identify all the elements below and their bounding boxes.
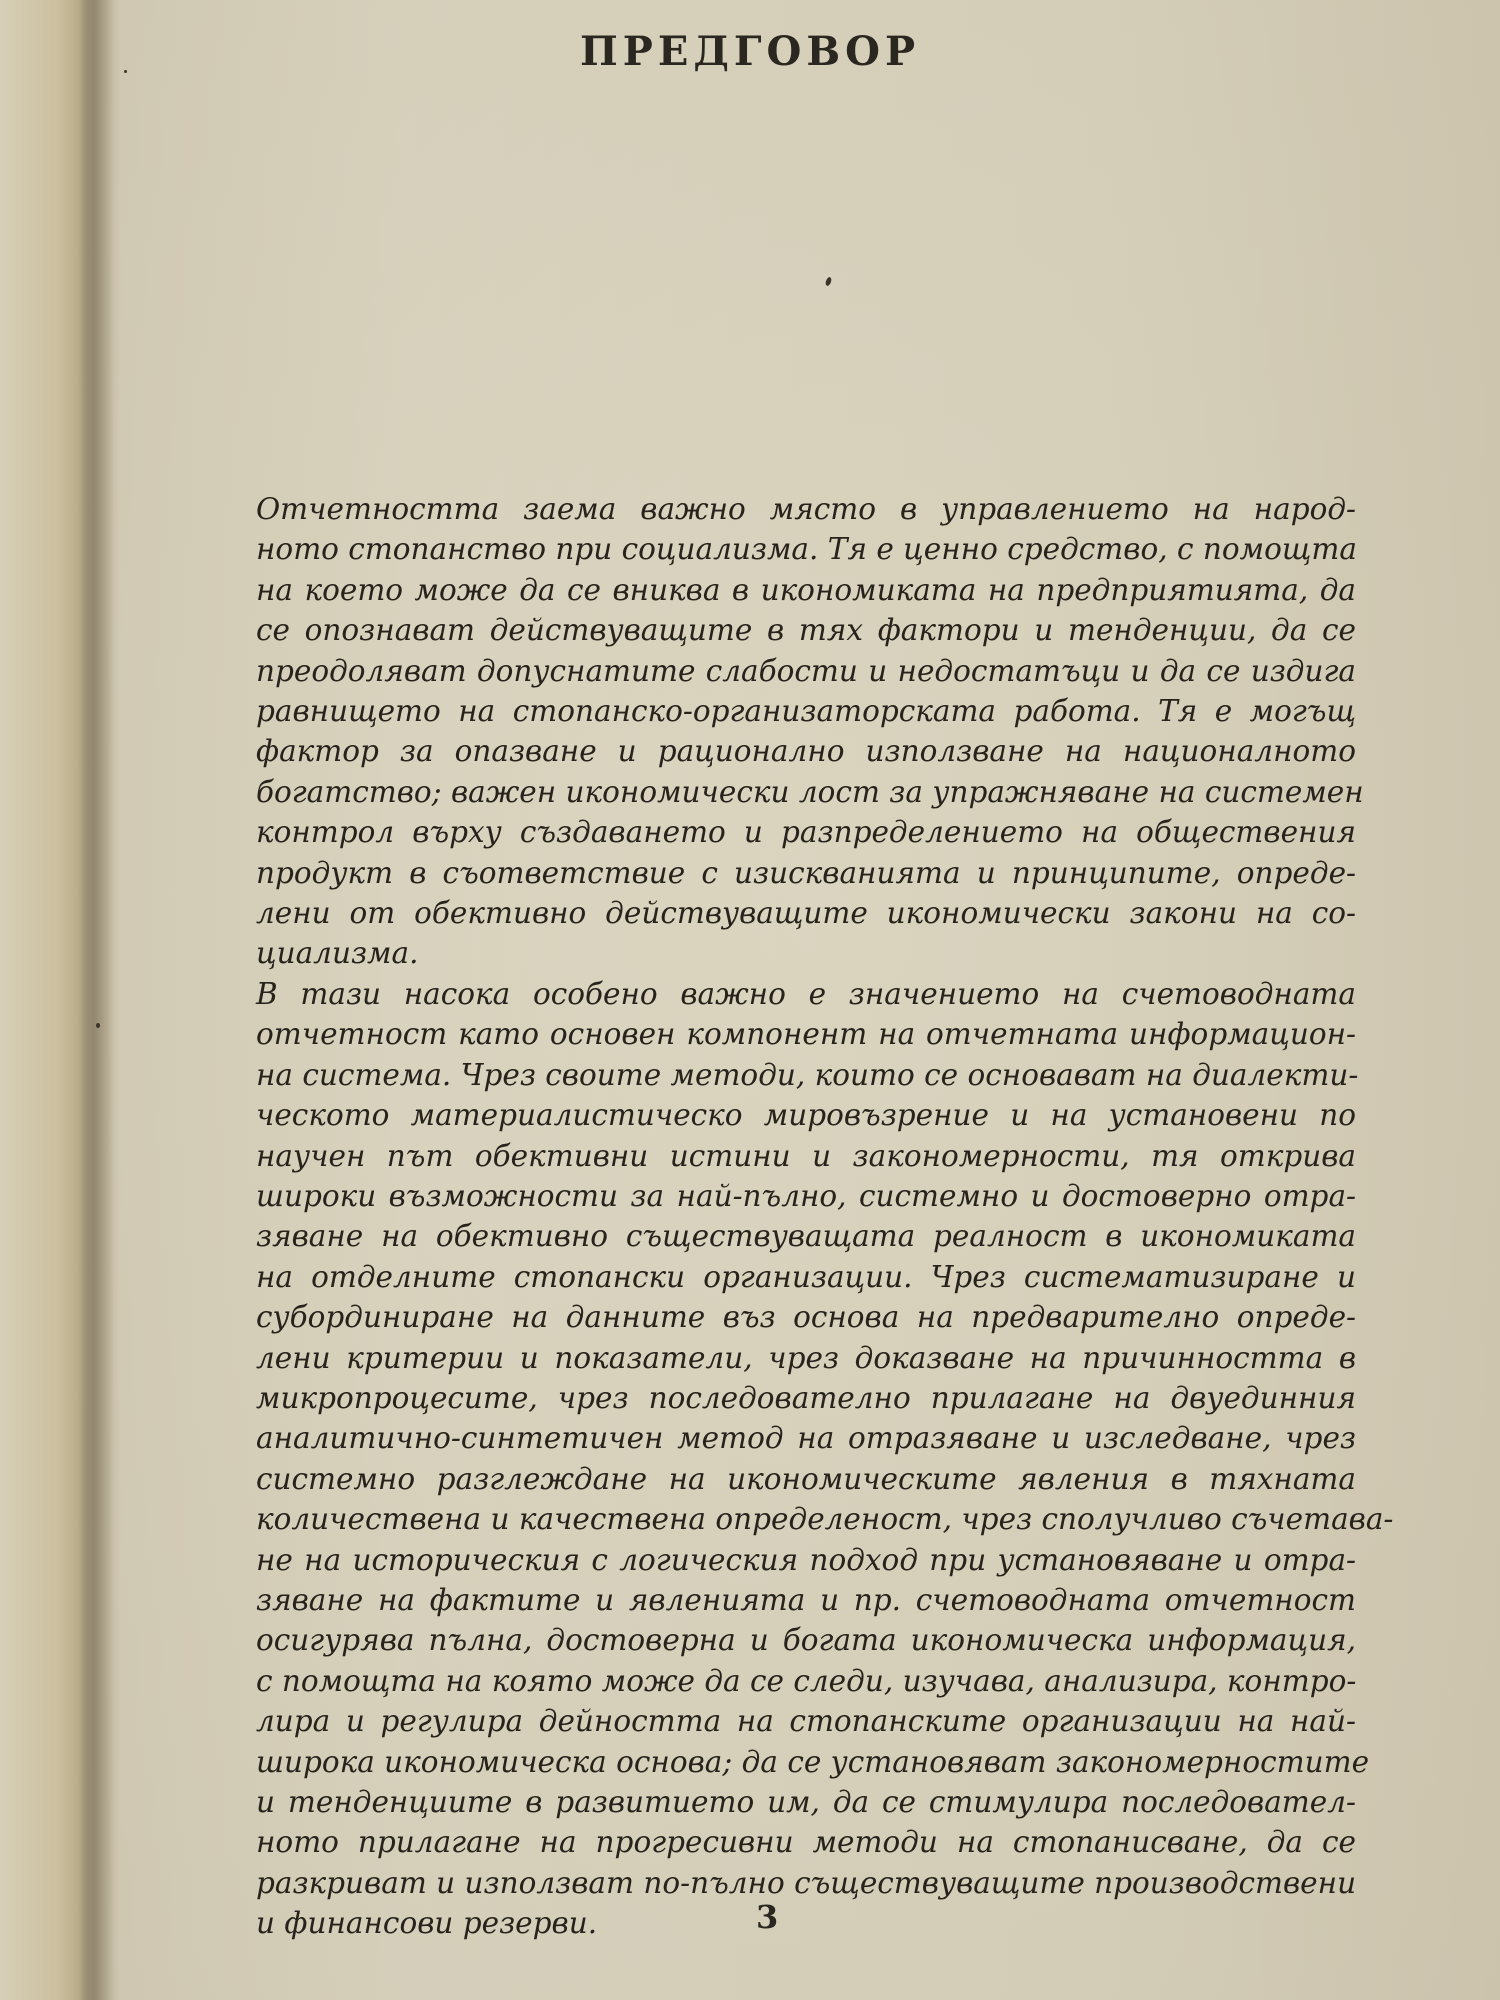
text-line: микропроцесите, чрез последователно прилагане на двуединния — [256, 1380, 1356, 1415]
text-line: зяване на фактите и явленията и пр. счетоводната отчетност — [256, 1582, 1356, 1617]
text-line: фактор за опазване и рационално използване на националното — [256, 734, 1356, 769]
text-line: научен път обективни истини и закономерности, тя открива — [256, 1138, 1356, 1173]
text-line: количествена и качествена определеност, чрез сполучливо съчетава- — [256, 1502, 1394, 1537]
text-line: не на историческия с логическия подход при установяване и отра- — [256, 1542, 1356, 1577]
text-line: отчетност като основен компонент на отчетната информацион- — [256, 1017, 1356, 1052]
text-line: на което може да се вниква в икономиката на предприятията, да — [256, 572, 1356, 607]
text-line: и финансови резерви. — [256, 1906, 598, 1941]
text-line: зяване на обективно съществуващата реалност в икономиката — [256, 1219, 1356, 1254]
text-line: ното стопанство при социализма. Тя е ценно средство, с помощта — [256, 532, 1357, 567]
text-line: богатство; важен икономически лост за упражняване на системен — [256, 774, 1364, 809]
text-line: лени от обективно действуващите икономически закони на со- — [256, 896, 1356, 931]
text-line: контрол върху създаването и разпределението на обществения — [256, 815, 1356, 850]
text-line: с помощта на която може да се следи, изучава, анализира, контро- — [256, 1663, 1357, 1698]
text-line: системно разглеждане на икономическите явления в тяхната — [256, 1461, 1356, 1496]
page-heading: ПРЕДГОВОР — [580, 28, 921, 75]
left-page-edge — [0, 0, 82, 2000]
text-line: лени критерии и показатели, чрез доказване на причинността в — [256, 1340, 1356, 1375]
text-line: субординиране на данните въз основа на предварително опреде- — [256, 1300, 1356, 1335]
text-line: разкриват и използват по-пълно съществуващите производствени — [256, 1865, 1357, 1900]
text-line: преодоляват допуснатите слабости и недостатъци и да се издига — [256, 653, 1356, 688]
paper-speck — [825, 276, 833, 286]
text-line: продукт в съответствие с изискванията и принципите, опреде- — [256, 855, 1356, 890]
text-line: широка икономическа основа; да се установяват закономерностите — [256, 1744, 1370, 1779]
text-line: равнището на стопанско-организаторската работа. Тя е могъщ — [256, 694, 1356, 729]
text-line: В тази насока особено важно е значението на счетоводната — [256, 976, 1356, 1011]
body-text — [204, 489, 1394, 1944]
text-line: ното прилагане на прогресивни методи на стопанисване, да се — [256, 1825, 1356, 1860]
text-line: и тенденциите в развитието им, да се стимулира последовател- — [256, 1785, 1356, 1819]
text-line: широки възможности за най-пълно, системно и достоверно отра- — [256, 1178, 1356, 1213]
text-line: лира и регулира дейността на стопанските организации на най- — [256, 1704, 1356, 1739]
binding-gutter — [78, 0, 114, 2000]
text-line: Отчетността заема важно място в управлението на народ- — [256, 492, 1356, 526]
text-line: на отделните стопански организации. Чрез систематизиране и — [256, 1259, 1356, 1294]
paper-speck — [96, 1023, 100, 1028]
text-line: ческото материалистическо мировъзрение и на установени по — [256, 1098, 1356, 1133]
paragraph-2 — [204, 974, 1394, 1944]
text-line: се опознават действуващите в тях фактори и тенденции, да се — [256, 613, 1356, 648]
text-line: аналитично-синтетичен метод на отразяване и изследване, чрез — [256, 1421, 1356, 1456]
text-line: на система. Чрез своите методи, които се основават на диалекти- — [256, 1057, 1359, 1092]
text-line: циализма. — [256, 936, 419, 971]
paper-speck — [124, 70, 127, 73]
page-number: 3 — [756, 1898, 779, 1936]
text-line: осигурява пълна, достоверна и богата икономическа информация, — [256, 1623, 1356, 1658]
paragraph-1 — [204, 489, 1364, 974]
